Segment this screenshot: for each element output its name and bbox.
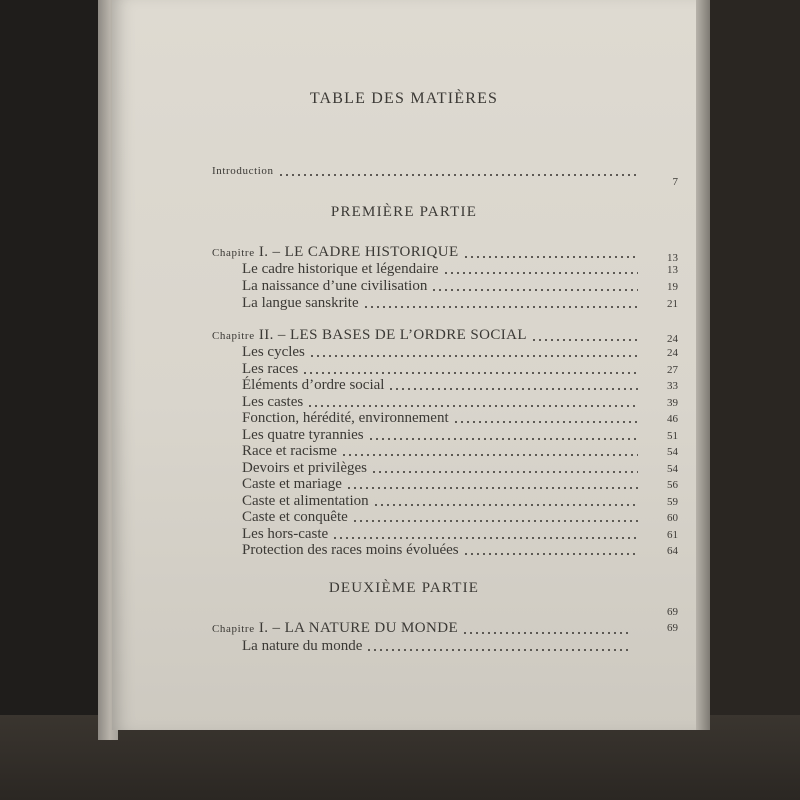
page-number: 27 [667, 363, 678, 376]
toc-section-entry [242, 343, 642, 361]
page-number: 59 [667, 495, 678, 508]
chapter-heading: II. – LES BASES DE L’ORDRE SOCIAL [258, 327, 527, 343]
section-label: La nature du monde [242, 638, 363, 654]
page-number: 61 [667, 528, 678, 541]
section-label: La naissance d’une civilisation [242, 278, 428, 294]
page-number: 13 [667, 252, 678, 264]
section-label: Les hors-caste [242, 525, 329, 542]
toc-section-entry [242, 492, 642, 510]
page-number: 21 [667, 298, 678, 310]
page-number: 64 [667, 545, 678, 557]
dot-leader [443, 272, 638, 274]
dot-leader [453, 421, 638, 423]
dot-leader [373, 504, 638, 506]
page-number: 51 [667, 429, 678, 442]
section-label: La langue sanskrite [242, 295, 359, 311]
toc-section-entry [242, 442, 642, 460]
toc-section-entry [242, 360, 642, 378]
chapter-heading: I. – LA NATURE DU MONDE [258, 620, 459, 636]
section-label: Caste et mariage [242, 476, 342, 492]
page-number: 60 [667, 512, 678, 524]
toc-section-entry [242, 260, 642, 278]
toc-section-entry [242, 426, 642, 444]
dot-leader [352, 520, 638, 522]
section-label: Les cycles [242, 344, 305, 360]
page-number: 39 [667, 396, 678, 409]
section-label: Les castes [242, 393, 304, 410]
book-page [112, 0, 696, 730]
dot-leader [366, 649, 630, 651]
toc-section-entry [242, 525, 642, 543]
section-label: Les races [242, 360, 299, 377]
dot-leader [371, 471, 638, 473]
dot-leader [463, 256, 638, 258]
toc-section-entry [242, 637, 634, 655]
dot-leader [341, 454, 638, 456]
page-number: 46 [667, 413, 678, 425]
chapter-prefix: Chapitre [212, 247, 255, 259]
toc-section-entry [242, 475, 642, 493]
toc-section-entry [242, 376, 642, 394]
dot-leader [332, 537, 638, 539]
toc-title: TABLE DES MATIÈRES [309, 90, 499, 107]
introduction-label: Introduction [212, 165, 274, 177]
dot-leader [302, 372, 638, 374]
section-label: Devoirs et privilèges [242, 459, 367, 476]
section-label: Protection des races moins évoluées [242, 542, 459, 558]
page-number: 24 [667, 333, 678, 345]
dot-leader [346, 487, 638, 489]
chapter-heading: I. – LE CADRE HISTORIQUE [258, 244, 459, 260]
chapter-prefix: Chapitre [212, 330, 255, 342]
page-number: 69 [667, 606, 678, 618]
page-number: 7 [672, 176, 678, 188]
toc-section-entry [242, 508, 642, 526]
section-label: Caste et alimentation [242, 492, 369, 509]
dot-leader [307, 405, 638, 407]
dot-leader [388, 388, 638, 390]
section-label: Race et racisme [242, 443, 337, 459]
toc-section-entry [242, 277, 642, 295]
dot-leader [309, 355, 638, 357]
dot-leader [363, 306, 638, 308]
part-title: PREMIÈRE PARTIE [330, 204, 478, 220]
dot-leader [278, 174, 638, 176]
toc-section-entry [242, 409, 642, 427]
page-number: 13 [667, 264, 678, 276]
toc-section-entry [242, 393, 642, 411]
page-number: 54 [667, 462, 678, 475]
page-number: 69 [667, 622, 678, 634]
dot-leader [462, 632, 630, 634]
section-label: Les quatre tyrannies [242, 426, 364, 443]
page-number: 19 [667, 281, 678, 293]
dot-leader [463, 553, 638, 555]
chapter-prefix: Chapitre [212, 623, 255, 635]
toc-section-entry [242, 459, 642, 477]
page-number: 56 [667, 479, 678, 491]
toc-entry-introduction [212, 162, 642, 180]
toc-section-entry [242, 541, 642, 559]
section-label: Éléments d’ordre social [242, 377, 385, 393]
page-number: 24 [667, 347, 678, 359]
section-label: Le cadre historique et légendaire [242, 261, 439, 277]
toc-section-entry [242, 294, 642, 312]
page-number: 54 [667, 446, 678, 458]
dot-leader [431, 289, 638, 291]
section-label: Fonction, hérédité, environnement [242, 410, 449, 426]
background-dark [0, 0, 110, 800]
section-label: Caste et conquête [242, 509, 348, 525]
toc-chapter-heading [212, 620, 634, 638]
page-number: 33 [667, 380, 678, 392]
dot-leader [368, 438, 638, 440]
part-title: DEUXIÈME PARTIE [328, 580, 480, 596]
dot-leader [531, 339, 638, 341]
